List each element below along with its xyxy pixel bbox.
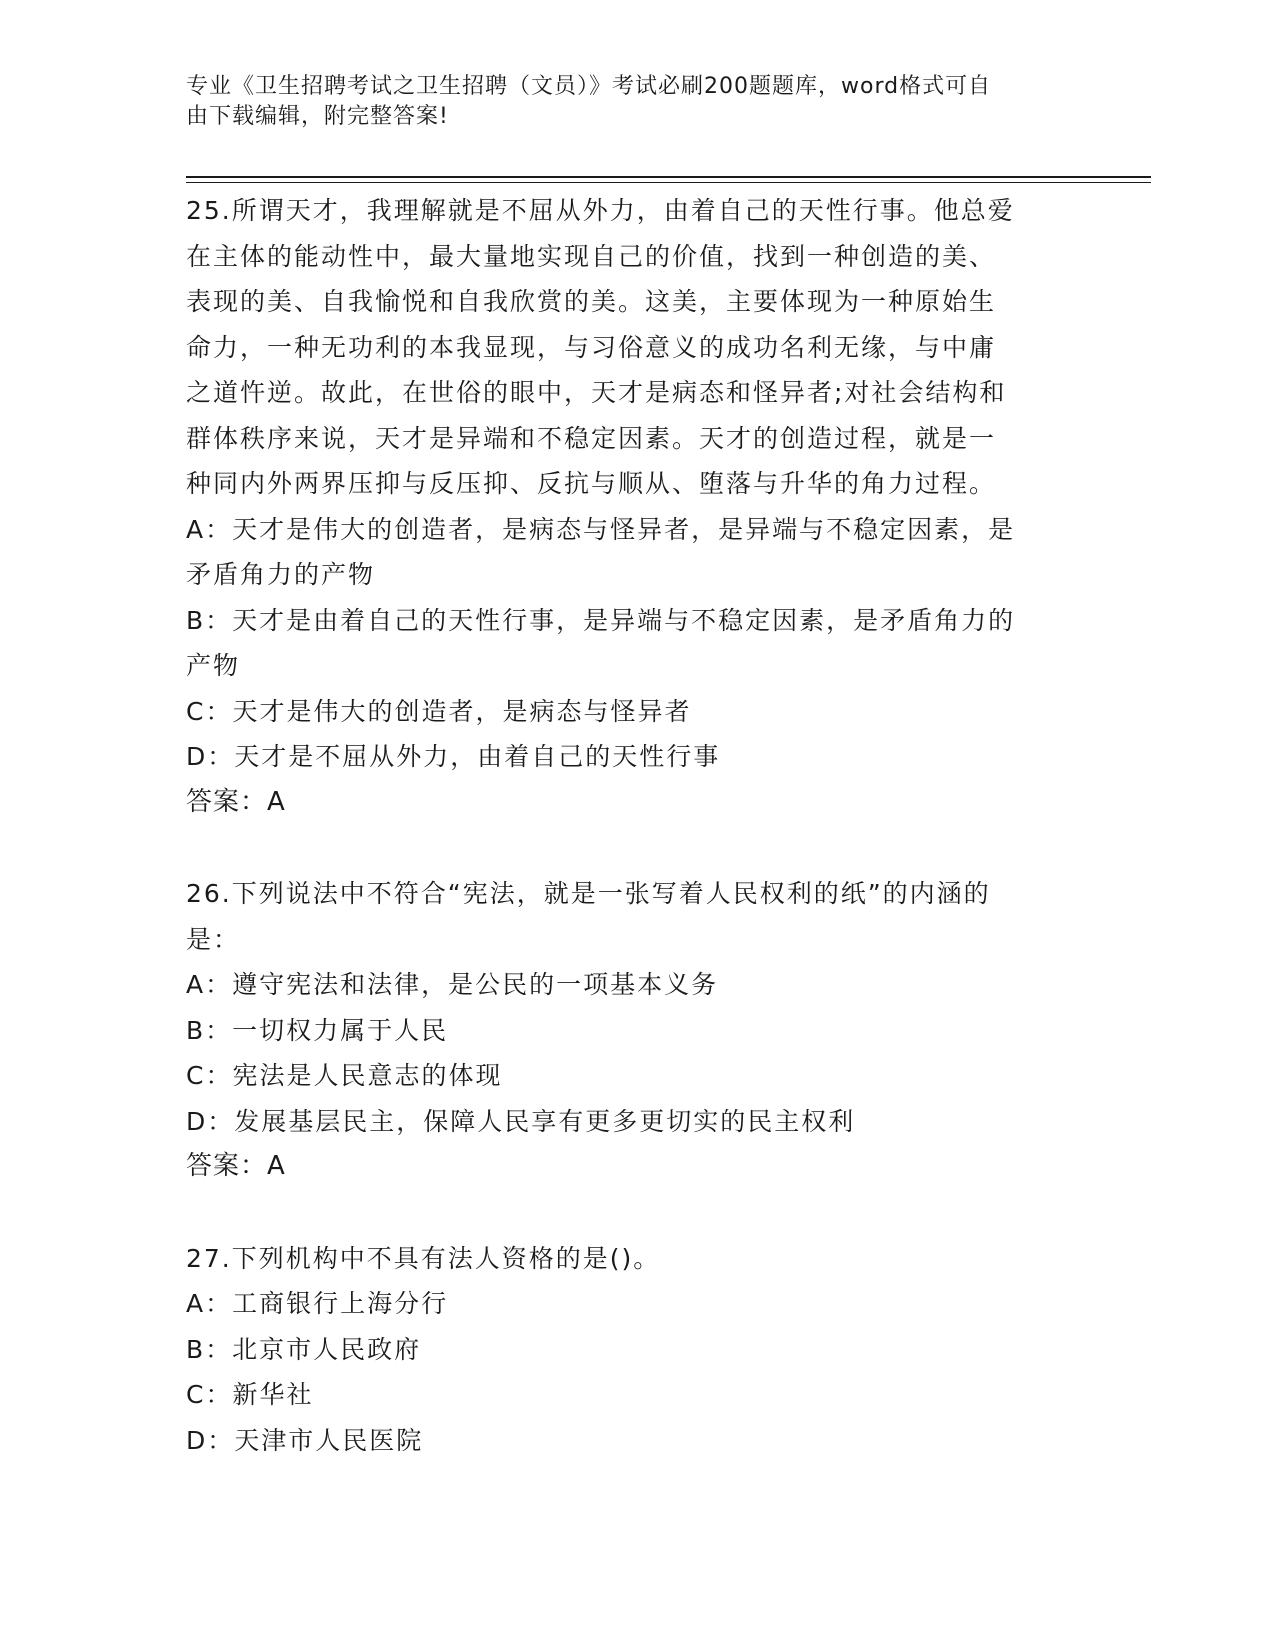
option-line: D：天才是不屈从外力，由着自己的天性行事 [186,742,721,771]
question-stem-line: 27.下列机构中不具有法人资格的是()。 [186,1243,661,1273]
header-line: 由下载编辑，附完整答案! [186,104,449,129]
header-divider [186,176,1151,178]
option-line: A：工商银行上海分行 [186,1289,449,1318]
question-spacer [186,1190,1066,1236]
page-header [186,72,1066,132]
header-line: 专业《卫生招聘考试之卫生招聘（文员）》考试必刷200题题库，word格式可自 [186,74,992,99]
question-list [186,188,1066,1463]
question-stem-line: 之道忤逆。故此，在世俗的眼中，天才是病态和怪异者;对社会结构和 [186,378,1007,407]
question-stem-line: 群体秩序来说，天才是异端和不稳定因素。天才的创造过程，就是一 [186,423,997,453]
header-divider [186,182,1151,183]
option-line: D：天津市人民医院 [186,1425,424,1455]
option-line: B：北京市人民政府 [186,1334,422,1364]
option-line: A：天才是伟大的创造者，是病态与怪异者，是异端与不稳定因素，是 [186,514,1016,544]
answer-label: 答案：A [186,786,286,817]
option-line: A：遵守宪法和法律，是公民的一项基本义务 [186,970,719,999]
question-stem-line: 表现的美、自我愉悦和自我欣赏的美。这美，主要体现为一种原始生 [186,287,997,316]
question-stem-line: 是： [186,924,241,954]
option-line: D：发展基层民主，保障人民享有更多更切实的民主权利 [186,1106,856,1136]
option-line: B：一切权力属于人民 [186,1015,449,1045]
question-spacer [186,825,1066,871]
option-line: 矛盾角力的产物 [186,560,376,589]
answer-label: 答案：A [186,1151,286,1181]
question-block [186,871,1066,1190]
option-line: 产物 [186,651,241,680]
question-stem-line: 25.所谓天才，我理解就是不屈从外力，由着自己的天性行事。他总爱 [186,196,1015,225]
question-stem-line: 种同内外两界压抑与反压抑、反抗与顺从、堕落与升华的角力过程。 [186,469,997,498]
question-stem-line: 26.下列说法中不符合“宪法，就是一张写着人民权利的纸”的内涵的 [186,879,991,908]
option-line: C：新华社 [186,1380,314,1409]
option-line: B：天才是由着自己的天性行事，是异端与不稳定因素，是矛盾角力的 [186,605,1016,635]
question-block [186,188,1066,825]
question-block [186,1236,1066,1464]
question-stem-line: 在主体的能动性中，最大量地实现自己的价值，找到一种创造的美、 [186,241,997,271]
question-stem-line: 命力，一种无功利的本我显现，与习俗意义的成功名利无缘，与中庸 [186,332,997,362]
option-line: C：天才是伟大的创造者，是病态与怪异者 [186,696,692,726]
option-line: C：宪法是人民意志的体现 [186,1061,503,1090]
